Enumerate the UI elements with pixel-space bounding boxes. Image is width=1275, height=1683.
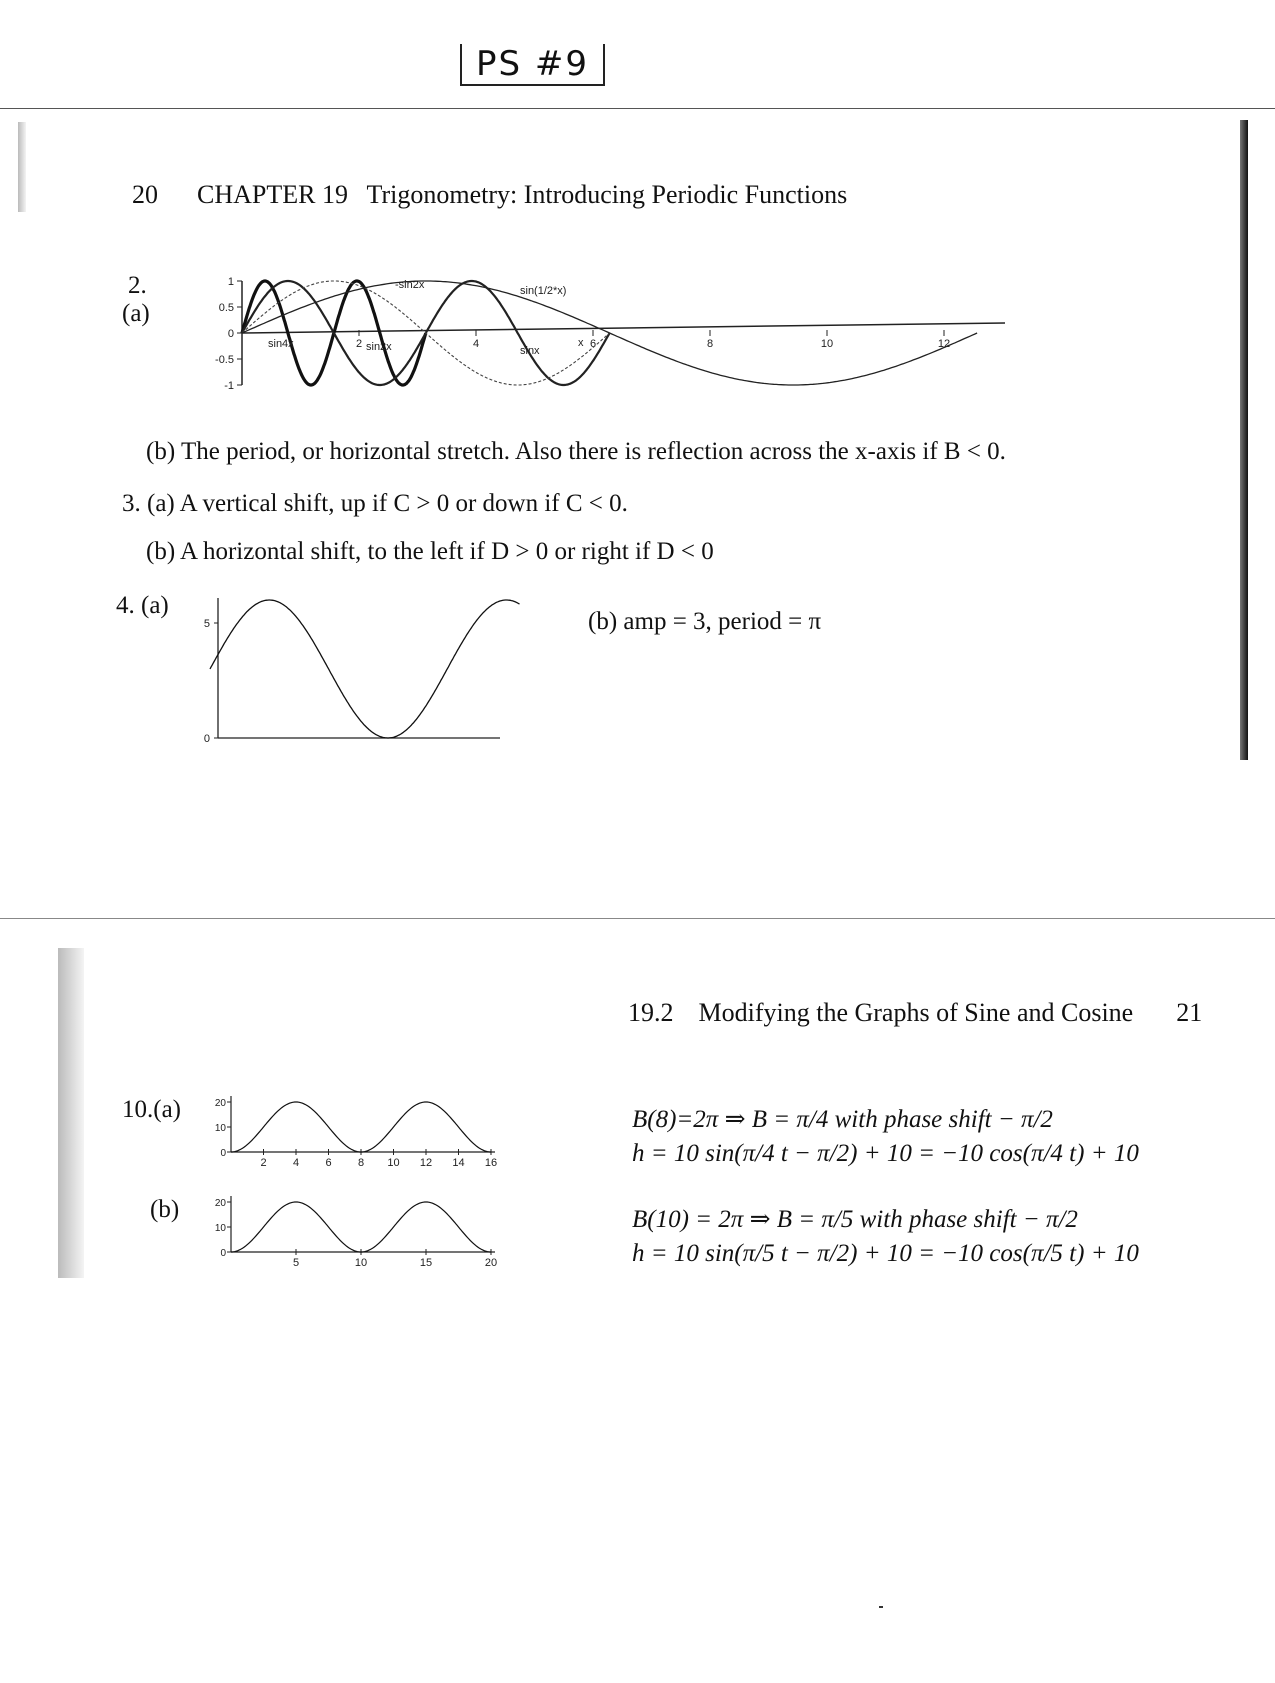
y-tick-label: 0.5 — [218, 302, 234, 314]
eq-10b-line1: B(10) = 2π ⇒ B = π/5 with phase shift − π/2 — [632, 1206, 1078, 1233]
q4b-text: (b) amp = 3, period = π — [588, 608, 822, 635]
x-tick-label: 2 — [260, 1157, 267, 1169]
stamp-text: PS #9 — [476, 44, 590, 84]
curve-label: sin(1/2*x) — [520, 285, 567, 297]
handwritten-label — [460, 44, 605, 86]
y-tick-label: 10 — [215, 1123, 226, 1134]
series-sin12x — [242, 281, 977, 385]
q10a-label: 10.(a) — [122, 1096, 181, 1123]
scan-middle-divider — [0, 918, 1275, 919]
x-tick-label: 10 — [820, 338, 834, 350]
eq-10b-line2: h = 10 sin(π/5 t − π/2) + 10 = −10 cos(π/5 t) + 10 — [632, 1240, 1139, 1267]
x-tick-label: 10 — [354, 1257, 368, 1269]
x-tick-label: 12 — [419, 1157, 433, 1169]
y-tick-label: 20 — [215, 1098, 226, 1109]
x-tick-label: 4 — [292, 1157, 300, 1169]
x-tick-label: 6 — [589, 338, 597, 350]
q4a-label: 4. (a) — [116, 592, 169, 619]
q4a-chart — [200, 588, 560, 748]
x-tick-label: 14 — [452, 1157, 465, 1169]
y-tick-label: 5 — [203, 618, 210, 630]
q2-number: 2. — [128, 272, 147, 299]
x-tick-label: 4 — [472, 338, 480, 350]
x-tick-label: 2 — [355, 338, 363, 350]
q2b-text: (b) The period, or horizontal stretch. Also there is reflection across the x-axis if B < 0. — [146, 438, 1006, 465]
q2a-label: (a) — [122, 300, 150, 327]
eq-10a-line1: B(8)=2π ⇒ B = π/4 with phase shift − π/2 — [632, 1106, 1053, 1133]
y-tick-label: 0 — [220, 1148, 226, 1159]
y-tick-label: 20 — [215, 1198, 226, 1209]
chapter-title: Trigonometry: Introducing Periodic Functions — [366, 180, 848, 209]
q2a-chart — [190, 270, 1020, 420]
x-tick-label: 16 — [484, 1157, 498, 1169]
q10b-chart — [215, 1190, 545, 1270]
stamp-box — [460, 44, 605, 86]
q10a-chart — [215, 1090, 545, 1170]
eq-10a-line2: h = 10 sin(π/4 t − π/2) + 10 = −10 cos(π/4 t) + 10 — [632, 1140, 1139, 1167]
x-axis — [242, 323, 1005, 333]
curve-label: -sin2x — [395, 279, 425, 291]
y-tick-label: 0 — [220, 1248, 226, 1259]
series-h-of-t — [231, 1102, 491, 1152]
page-header-20 — [132, 180, 847, 210]
scan-top-divider — [0, 108, 1275, 109]
x-tick-label: 20 — [484, 1257, 498, 1269]
y-tick-label: -1 — [224, 380, 234, 392]
y-tick-label: 10 — [215, 1223, 226, 1234]
x-tick-label: 8 — [357, 1157, 365, 1169]
x-tick-label: 6 — [325, 1157, 332, 1169]
y-tick-label: 1 — [227, 276, 234, 288]
x-tick-label: 10 — [387, 1157, 400, 1169]
scan-speck — [879, 1606, 883, 1608]
x-tick-label: 12 — [937, 338, 951, 350]
curve-label: sin4x — [268, 338, 294, 350]
curve-label: sinx — [520, 345, 540, 357]
curve-label: sin2x — [366, 341, 392, 353]
series-3sin2x-plus-3 — [210, 600, 520, 738]
y-tick-label: 0 — [227, 328, 234, 340]
x-tick-label: 15 — [419, 1257, 433, 1269]
curve-label: x — [578, 337, 584, 349]
page-number: 20 — [132, 180, 158, 209]
x-tick-label: 5 — [292, 1257, 300, 1269]
q3a-text: 3. (a) A vertical shift, up if C > 0 or down if C < 0. — [122, 490, 628, 517]
q10b-label: (b) — [150, 1196, 180, 1223]
x-tick-label: 8 — [706, 338, 714, 350]
y-tick-label: -0.5 — [215, 354, 234, 366]
section-number: 19.2 — [628, 998, 674, 1027]
section-title: Modifying the Graphs of Sine and Cosine — [698, 998, 1134, 1027]
series-h-of-t — [231, 1202, 491, 1252]
chapter-number: CHAPTER 19 — [197, 180, 348, 209]
y-tick-label: 0 — [203, 733, 210, 745]
scan-left-edge-top — [18, 122, 26, 212]
scan-right-edge — [1240, 120, 1248, 760]
scan-left-edge-bottom — [58, 948, 84, 1278]
page-header-21 — [628, 998, 1202, 1028]
page-number-21: 21 — [1176, 998, 1203, 1027]
q3b-text: (b) A horizontal shift, to the left if D > 0 or right if D < 0 — [146, 538, 714, 565]
